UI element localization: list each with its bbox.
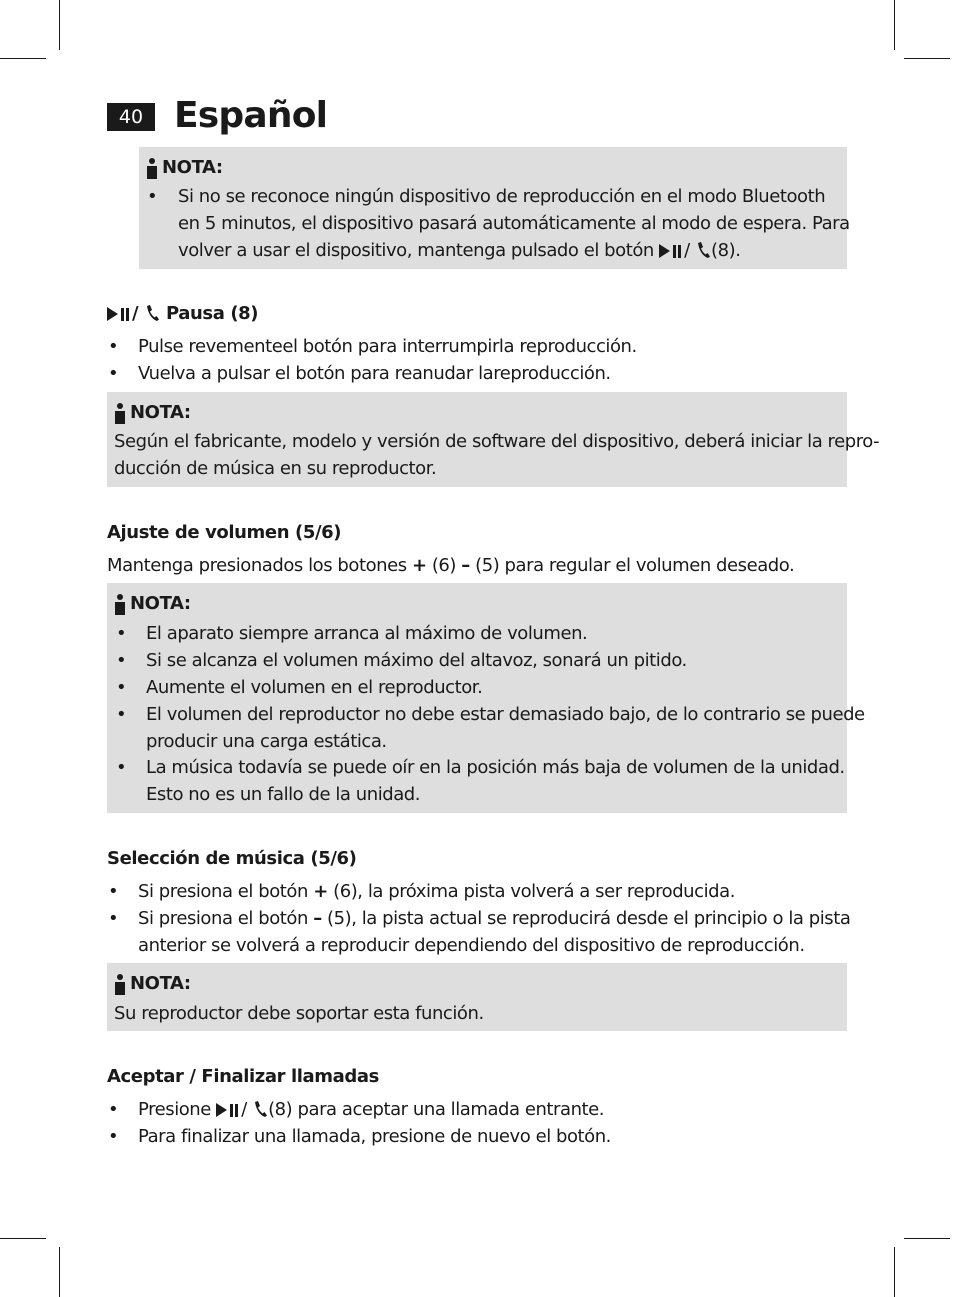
note-heading: NOTA:	[114, 402, 191, 424]
info-icon	[146, 157, 158, 179]
note-list-item: Aumente el volumen en el reproductor.	[146, 677, 483, 698]
phone-icon	[695, 241, 711, 259]
section-heading: Aceptar / Finalizar llamadas	[107, 1066, 379, 1087]
bullet: •	[116, 650, 127, 671]
note-list-item: El volumen del reproductor no debe estar demasiado bajo, de lo contrario se puede	[146, 704, 865, 725]
crop-mark	[904, 58, 950, 59]
crop-mark	[894, 0, 895, 50]
note-list-item: La música todavía se puede oír en la posición más baja de volumen de la unidad.	[146, 757, 845, 778]
pause-icon	[230, 1104, 233, 1117]
note-text: Si no se reconoce ningún dispositivo de reproducción en el modo Bluetooth	[178, 186, 826, 207]
paragraph: Mantenga presionados los botones + (6) – (5) para regular el volumen deseado.	[107, 555, 795, 576]
bullet: •	[108, 1126, 119, 1147]
list-item: Si presiona el botón + (6), la próxima pista volverá a ser reproducida.	[138, 881, 735, 902]
section-heading: Selección de música (5/6)	[107, 848, 357, 869]
list-item: Vuelva a pulsar el botón para reanudar lareproducción.	[138, 363, 611, 384]
note-list-item: Si se alcanza el volumen máximo del altavoz, sonará un pitido.	[146, 650, 687, 671]
list-item: Pulse revementeel botón para interrumpirla reproducción.	[138, 336, 637, 357]
bullet: •	[108, 336, 119, 357]
section-heading: Ajuste de volumen (5/6)	[107, 522, 342, 543]
crop-mark	[59, 1247, 60, 1297]
list-item: anterior se volverá a reproducir dependiendo del dispositivo de reproducción.	[138, 935, 805, 956]
phone-icon	[252, 1100, 268, 1118]
bullet: •	[116, 704, 127, 725]
note-text: Según el fabricante, modelo y versión de software del dispositivo, deberá iniciar la repro-	[114, 431, 880, 452]
note-list-item: Esto no es un fallo de la unidad.	[146, 784, 421, 805]
bullet: •	[147, 186, 158, 207]
note-list-item: El aparato siempre arranca al máximo de volumen.	[146, 623, 588, 644]
section-heading: / Pausa (8)	[107, 303, 258, 325]
crop-mark	[59, 0, 60, 50]
crop-mark	[894, 1247, 895, 1297]
info-icon	[114, 402, 126, 424]
bullet: •	[116, 757, 127, 778]
list-item: Si presiona el botón – (5), la pista actual se reproducirá desde el principio o la pista	[138, 908, 851, 929]
page-number: 40	[107, 103, 155, 131]
crop-mark	[0, 58, 46, 59]
play-icon	[216, 1103, 227, 1117]
bullet: •	[108, 1099, 119, 1120]
note-heading: NOTA:	[114, 973, 191, 995]
bullet: •	[108, 881, 119, 902]
bullet: •	[116, 623, 127, 644]
note-text: en 5 minutos, el dispositivo pasará automáticamente al modo de espera. Para	[178, 213, 850, 234]
play-icon	[107, 307, 118, 321]
list-item: Para finalizar una llamada, presione de nuevo el botón.	[138, 1126, 611, 1147]
note-list-item: producir una carga estática.	[146, 731, 387, 752]
crop-mark	[0, 1238, 46, 1239]
crop-mark	[904, 1238, 950, 1239]
phone-icon	[144, 304, 160, 322]
info-icon	[114, 973, 126, 995]
list-item: Presione / (8) para aceptar una llamada entrante.	[138, 1099, 605, 1120]
info-icon	[114, 593, 126, 615]
bullet: •	[108, 908, 119, 929]
note-heading: NOTA:	[114, 593, 191, 615]
bullet: •	[116, 677, 127, 698]
note-heading: NOTA:	[146, 157, 223, 179]
note-text: Su reproductor debe soportar esta función.	[114, 1003, 484, 1024]
play-icon	[659, 244, 670, 258]
bullet: •	[108, 363, 119, 384]
pause-icon	[673, 245, 676, 258]
page-title: Español	[174, 95, 328, 136]
pause-icon	[121, 308, 124, 321]
note-text: ducción de música en su reproductor.	[114, 458, 437, 479]
note-text: volver a usar el dispositivo, mantenga pulsado el botón / (8).	[178, 240, 741, 261]
